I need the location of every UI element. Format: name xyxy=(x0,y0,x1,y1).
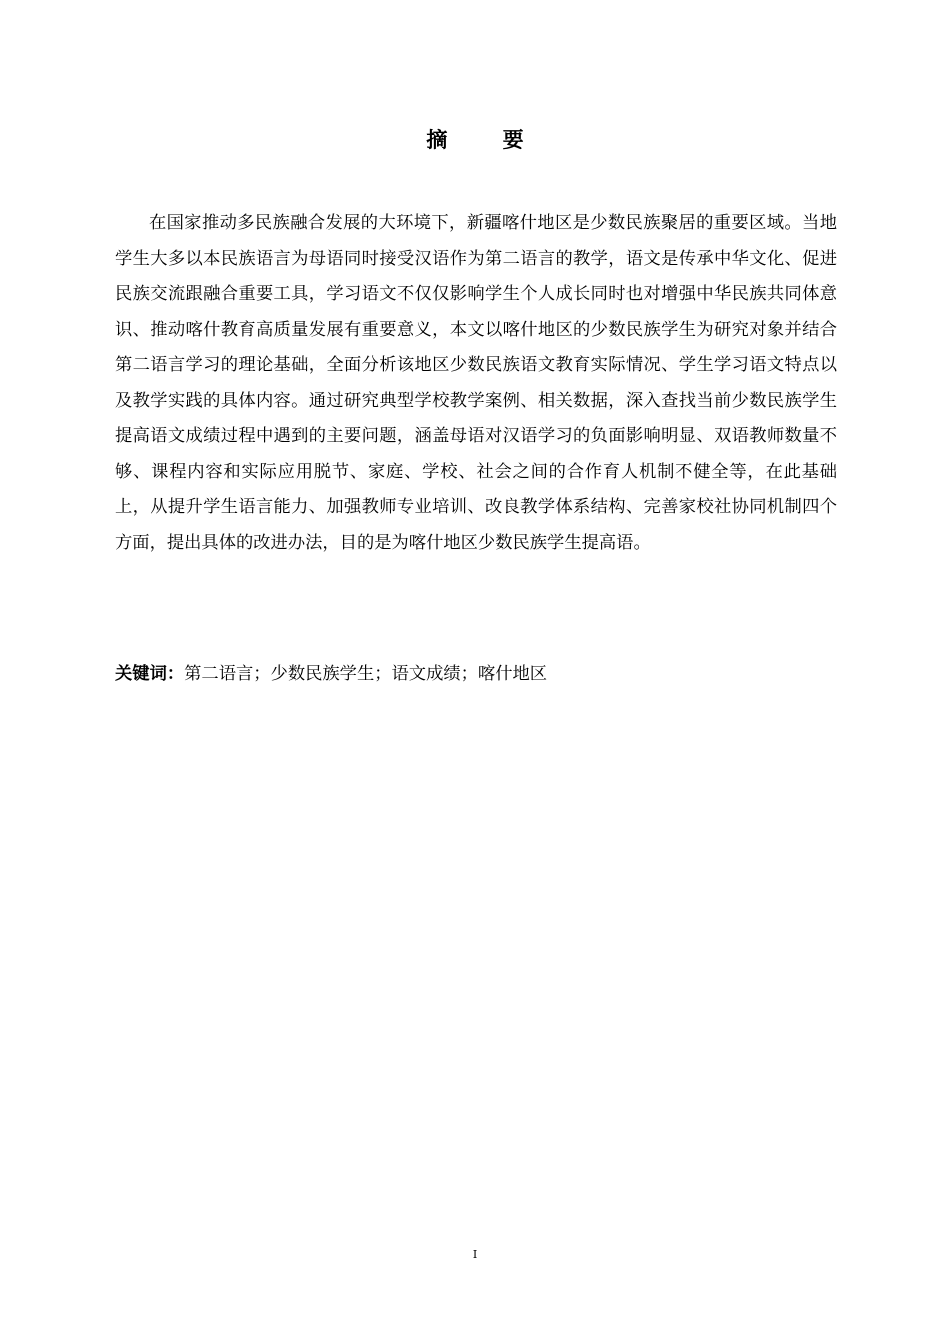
abstract-title: 摘 要 xyxy=(426,128,548,152)
abstract-paragraph: 在国家推动多民族融合发展的大环境下，新疆喀什地区是少数民族聚居的重要区域。当地学生大多以本民族语言为母语同时接受汉语作为第二语言的教学，语文是传承中华文化、促进民族交流跟融合重要工具，学习语文不仅仅影响学生个人成长同时也对增强中华民族共同体意识、推动喀什教育高质量发展有重要意义，本文以喀什地区的少数民族学生为研究对象并结合第二语言学习的理论基础，全面分析该地区少数民族语文教育实际情况、学生学习语文特点以及教学实践的具体内容。通过研究典型学校教学案例、相关数据，深入查找当前少数民族学生提高语文成绩过程中遇到的主要问题，涵盖母语对汉语学习的负面影响明显、双语教师数量不够、课程内容和实际应用脱节、家庭、学校、社会之间的合作育人机制不健全等，在此基础上，从提升学生语言能力、加强教师专业培训、改良教学体系结构、完善家校社协同机制四个方面，提出具体的改进办法，目的是为喀什地区少数民族学生提高语。 xyxy=(115,213,837,553)
keywords-label: 关键词： xyxy=(115,664,185,684)
keywords-value: 第二语言；少数民族学生；语文成绩；喀什地区 xyxy=(184,664,548,684)
page-number: I xyxy=(472,1248,478,1261)
keywords-line xyxy=(115,657,837,691)
